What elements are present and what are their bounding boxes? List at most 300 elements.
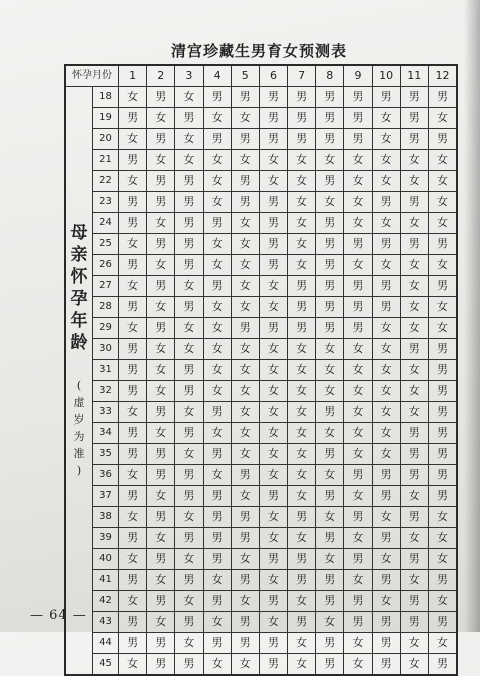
age-cell: 24 <box>93 213 119 233</box>
gender-cell: 女 <box>232 402 260 422</box>
gender-cell: 女 <box>344 213 372 233</box>
gender-cell: 女 <box>232 444 260 464</box>
gender-cell: 女 <box>204 234 232 254</box>
gender-cell: 男 <box>147 465 175 485</box>
gender-cell: 女 <box>119 402 147 422</box>
table-row <box>93 129 456 150</box>
gender-cell: 男 <box>316 297 344 317</box>
gender-cell: 男 <box>204 402 232 422</box>
gender-cell: 男 <box>316 276 344 296</box>
gender-cell: 男 <box>436 405 448 418</box>
age-cell: 32 <box>93 381 119 401</box>
gender-cell: 女 <box>260 612 288 632</box>
gender-cell: 男 <box>401 444 429 464</box>
gender-cell: 女 <box>204 108 232 128</box>
gender-cell: 男 <box>232 129 260 149</box>
gender-cell: 男 <box>232 192 260 212</box>
gender-cell: 男 <box>401 423 429 443</box>
gender-cell: 女 <box>260 423 288 443</box>
gender-cell: 男 <box>436 573 448 586</box>
table-row <box>93 612 456 633</box>
gender-cell: 男 <box>204 507 232 527</box>
gender-cell: 女 <box>436 111 448 124</box>
gender-cell: 女 <box>204 171 232 191</box>
gender-cell: 女 <box>175 87 203 107</box>
table-row <box>93 213 456 234</box>
gender-cell: 女 <box>344 654 372 674</box>
gender-cell: 男 <box>119 255 147 275</box>
age-cell: 28 <box>93 297 119 317</box>
gender-cell: 女 <box>147 150 175 170</box>
table-row <box>93 150 456 171</box>
gender-cell: 女 <box>373 402 401 422</box>
gender-cell: 男 <box>232 507 260 527</box>
gender-cell: 女 <box>119 276 147 296</box>
gender-cell: 女 <box>119 129 147 149</box>
gender-cell: 男 <box>119 108 147 128</box>
gender-cell: 女 <box>316 360 344 380</box>
gender-cell: 女 <box>119 507 147 527</box>
gender-cell: 男 <box>260 654 288 674</box>
table-row <box>93 381 456 402</box>
gender-cell: 女 <box>232 150 260 170</box>
gender-cell: 女 <box>401 381 429 401</box>
gender-cell: 男 <box>204 87 232 107</box>
gender-cell: 女 <box>436 195 448 208</box>
gender-cell: 女 <box>401 486 429 506</box>
table-row <box>93 171 456 192</box>
gender-cell: 女 <box>373 108 401 128</box>
gender-cell: 男 <box>373 528 401 548</box>
gender-cell: 男 <box>119 192 147 212</box>
gender-cell: 女 <box>288 213 316 233</box>
table-row <box>93 591 456 612</box>
table-header-row <box>66 66 456 87</box>
table-row <box>93 276 456 297</box>
header-month-11: 11 <box>401 66 429 86</box>
gender-cell: 男 <box>175 654 203 674</box>
gender-cell: 女 <box>232 213 260 233</box>
age-cell: 43 <box>93 612 119 632</box>
gender-cell: 男 <box>260 213 288 233</box>
gender-cell: 女 <box>260 444 288 464</box>
gender-cell: 女 <box>119 318 147 338</box>
header-month-10: 10 <box>373 66 401 86</box>
gender-cell: 女 <box>119 87 147 107</box>
gender-cell: 男 <box>373 465 401 485</box>
table-row <box>93 444 456 465</box>
gender-cell: 女 <box>204 297 232 317</box>
table-row <box>93 633 456 654</box>
gender-cell: 男 <box>344 87 372 107</box>
header-corner-label: 怀孕月份 <box>66 66 119 86</box>
table-row <box>93 318 456 339</box>
page-title: 清宫珍藏生男育女预测表 <box>170 42 347 60</box>
gender-cell: 女 <box>260 171 288 191</box>
gender-cell: 男 <box>316 255 344 275</box>
gender-cell: 男 <box>260 591 288 611</box>
gender-cell: 男 <box>316 318 344 338</box>
gender-cell: 男 <box>232 465 260 485</box>
gender-cell: 女 <box>147 339 175 359</box>
gender-cell: 男 <box>204 276 232 296</box>
gender-cell: 男 <box>316 654 344 674</box>
gender-cell: 女 <box>316 549 344 569</box>
gender-cell: 男 <box>119 339 147 359</box>
gender-cell: 男 <box>204 213 232 233</box>
gender-cell: 女 <box>436 510 448 523</box>
age-cell: 37 <box>93 486 119 506</box>
age-cell: 40 <box>93 549 119 569</box>
gender-cell: 男 <box>344 465 372 485</box>
gender-cell: 女 <box>344 150 372 170</box>
table-row <box>93 465 456 486</box>
gender-cell: 女 <box>232 591 260 611</box>
gender-cell: 男 <box>119 528 147 548</box>
gender-cell: 男 <box>119 381 147 401</box>
gender-cell: 女 <box>401 528 429 548</box>
gender-cell: 男 <box>119 612 147 632</box>
header-month-9: 9 <box>344 66 372 86</box>
gender-cell: 男 <box>147 402 175 422</box>
gender-cell: 男 <box>373 297 401 317</box>
gender-cell: 男 <box>401 507 429 527</box>
age-cell: 39 <box>93 528 119 548</box>
age-cell: 25 <box>93 234 119 254</box>
gender-cell: 女 <box>232 297 260 317</box>
gender-cell: 男 <box>288 549 316 569</box>
gender-cell: 女 <box>373 213 401 233</box>
gender-cell: 女 <box>260 381 288 401</box>
header-month-8: 8 <box>316 66 344 86</box>
gender-cell: 女 <box>401 654 429 674</box>
gender-cell: 男 <box>260 192 288 212</box>
gender-cell: 女 <box>260 402 288 422</box>
gender-cell: 女 <box>204 654 232 674</box>
gender-cell: 女 <box>204 318 232 338</box>
gender-cell: 女 <box>175 318 203 338</box>
gender-cell: 女 <box>401 255 429 275</box>
gender-cell: 男 <box>344 591 372 611</box>
table-row <box>93 423 456 444</box>
gender-cell: 女 <box>401 633 429 653</box>
gender-cell: 男 <box>316 570 344 590</box>
gender-cell: 男 <box>119 633 147 653</box>
gender-cell: 女 <box>344 423 372 443</box>
gender-cell: 女 <box>232 381 260 401</box>
gender-cell: 男 <box>436 237 448 250</box>
gender-cell: 男 <box>401 234 429 254</box>
age-cell: 29 <box>93 318 119 338</box>
gender-cell: 男 <box>288 570 316 590</box>
table-row <box>93 192 456 213</box>
gender-cell: 女 <box>232 108 260 128</box>
gender-cell: 男 <box>436 384 448 397</box>
gender-cell: 女 <box>373 591 401 611</box>
gender-cell: 女 <box>232 486 260 506</box>
gender-cell: 男 <box>175 381 203 401</box>
gender-cell: 女 <box>316 381 344 401</box>
gender-cell: 男 <box>119 486 147 506</box>
gender-cell: 男 <box>373 612 401 632</box>
gender-cell: 女 <box>175 507 203 527</box>
gender-cell: 男 <box>232 633 260 653</box>
gender-cell: 男 <box>316 633 344 653</box>
gender-cell: 女 <box>288 528 316 548</box>
table-row <box>93 360 456 381</box>
gender-cell: 男 <box>436 363 448 376</box>
gender-cell: 女 <box>344 486 372 506</box>
gender-cell: 女 <box>288 423 316 443</box>
gender-cell: 男 <box>232 171 260 191</box>
gender-cell: 女 <box>147 423 175 443</box>
gender-cell: 男 <box>232 87 260 107</box>
gender-cell: 女 <box>119 465 147 485</box>
gender-cell: 女 <box>260 528 288 548</box>
gender-cell: 男 <box>260 255 288 275</box>
gender-cell: 女 <box>119 234 147 254</box>
gender-cell: 男 <box>175 171 203 191</box>
age-cell: 38 <box>93 507 119 527</box>
gender-cell: 男 <box>204 129 232 149</box>
gender-cell: 女 <box>401 318 429 338</box>
gender-cell: 女 <box>344 633 372 653</box>
gender-cell: 男 <box>373 570 401 590</box>
gender-cell: 女 <box>288 339 316 359</box>
gender-cell: 男 <box>232 528 260 548</box>
gender-cell: 男 <box>316 486 344 506</box>
gender-cell: 男 <box>260 108 288 128</box>
gender-cell: 男 <box>344 108 372 128</box>
gender-cell: 女 <box>147 528 175 548</box>
gender-cell: 男 <box>175 486 203 506</box>
gender-cell: 女 <box>147 612 175 632</box>
gender-cell: 男 <box>232 318 260 338</box>
gender-cell: 女 <box>204 360 232 380</box>
gender-cell: 男 <box>147 549 175 569</box>
gender-cell: 男 <box>316 444 344 464</box>
gender-cell: 女 <box>119 549 147 569</box>
gender-cell: 男 <box>175 360 203 380</box>
gender-cell: 女 <box>288 444 316 464</box>
gender-cell: 男 <box>316 528 344 548</box>
gender-cell: 女 <box>373 444 401 464</box>
table-row <box>93 234 456 255</box>
gender-cell: 男 <box>373 486 401 506</box>
gender-cell: 男 <box>175 192 203 212</box>
age-cell: 41 <box>93 570 119 590</box>
header-month-4: 4 <box>204 66 232 86</box>
gender-cell: 女 <box>373 381 401 401</box>
table-row <box>93 486 456 507</box>
gender-cell: 女 <box>260 276 288 296</box>
gender-cell: 男 <box>436 279 448 292</box>
gender-cell: 女 <box>373 318 401 338</box>
gender-cell: 男 <box>175 255 203 275</box>
gender-cell: 女 <box>436 216 448 229</box>
gender-cell: 女 <box>147 360 175 380</box>
gender-cell: 男 <box>260 549 288 569</box>
gender-cell: 男 <box>373 633 401 653</box>
gender-cell: 男 <box>147 591 175 611</box>
gender-cell: 女 <box>288 486 316 506</box>
gender-cell: 男 <box>175 612 203 632</box>
gender-cell: 男 <box>119 213 147 233</box>
header-month-3: 3 <box>175 66 203 86</box>
gender-cell: 男 <box>373 87 401 107</box>
gender-cell: 女 <box>436 174 448 187</box>
gender-cell: 男 <box>436 90 448 103</box>
gender-cell: 女 <box>147 381 175 401</box>
prediction-table <box>64 64 458 676</box>
gender-cell: 男 <box>344 507 372 527</box>
age-cell: 19 <box>93 108 119 128</box>
header-month-6: 6 <box>260 66 288 86</box>
table-row <box>93 549 456 570</box>
gender-cell: 男 <box>260 234 288 254</box>
gender-cell: 男 <box>436 342 448 355</box>
table-row <box>93 297 456 318</box>
gender-cell: 女 <box>436 258 448 271</box>
gender-cell: 女 <box>373 423 401 443</box>
table-row <box>93 570 456 591</box>
gender-cell: 男 <box>175 570 203 590</box>
gender-cell: 男 <box>316 108 344 128</box>
gender-cell: 女 <box>288 465 316 485</box>
gender-cell: 女 <box>288 360 316 380</box>
gender-cell: 男 <box>288 108 316 128</box>
gender-cell: 女 <box>260 360 288 380</box>
gender-cell: 女 <box>373 171 401 191</box>
gender-cell: 女 <box>288 192 316 212</box>
gender-cell: 女 <box>373 150 401 170</box>
gender-cell: 男 <box>373 276 401 296</box>
gender-cell: 女 <box>316 150 344 170</box>
gender-cell: 女 <box>288 591 316 611</box>
gender-cell: 女 <box>204 381 232 401</box>
gender-cell: 女 <box>436 636 448 649</box>
gender-cell: 男 <box>147 444 175 464</box>
gender-cell: 女 <box>288 633 316 653</box>
gender-cell: 女 <box>288 150 316 170</box>
age-cell: 35 <box>93 444 119 464</box>
gender-cell: 女 <box>344 171 372 191</box>
gender-cell: 男 <box>436 468 448 481</box>
gender-cell: 女 <box>316 339 344 359</box>
gender-cell: 女 <box>232 549 260 569</box>
gender-cell: 女 <box>316 423 344 443</box>
gender-cell: 男 <box>232 570 260 590</box>
gender-cell: 男 <box>401 612 429 632</box>
gender-cell: 女 <box>373 255 401 275</box>
table-row <box>93 507 456 528</box>
gender-cell: 男 <box>175 423 203 443</box>
gender-cell: 女 <box>204 423 232 443</box>
gender-cell: 女 <box>373 129 401 149</box>
gender-cell: 男 <box>260 486 288 506</box>
gender-cell: 男 <box>288 276 316 296</box>
gender-cell: 女 <box>260 507 288 527</box>
age-cell: 27 <box>93 276 119 296</box>
gender-cell: 女 <box>316 465 344 485</box>
gender-cell: 男 <box>260 633 288 653</box>
gender-cell: 男 <box>175 297 203 317</box>
gender-cell: 男 <box>436 615 448 628</box>
gender-cell: 男 <box>147 129 175 149</box>
gender-cell: 女 <box>119 654 147 674</box>
gender-cell: 女 <box>204 570 232 590</box>
gender-cell: 男 <box>344 318 372 338</box>
gender-cell: 男 <box>373 192 401 212</box>
gender-cell: 男 <box>147 276 175 296</box>
gender-cell: 男 <box>119 444 147 464</box>
gender-cell: 女 <box>344 360 372 380</box>
gender-cell: 男 <box>401 549 429 569</box>
gender-cell: 女 <box>288 654 316 674</box>
gender-cell: 男 <box>316 87 344 107</box>
gender-cell: 女 <box>401 150 429 170</box>
age-cell: 45 <box>93 654 119 674</box>
gender-cell: 男 <box>344 129 372 149</box>
gender-cell: 男 <box>401 465 429 485</box>
gender-cell: 男 <box>344 234 372 254</box>
gender-cell: 男 <box>316 402 344 422</box>
gender-cell: 女 <box>373 507 401 527</box>
gender-cell: 男 <box>401 192 429 212</box>
table-row <box>93 339 456 360</box>
header-month-12: 12 <box>435 69 450 82</box>
gender-cell: 男 <box>175 528 203 548</box>
gender-cell: 男 <box>147 507 175 527</box>
gender-cell: 男 <box>119 570 147 590</box>
age-cell: 34 <box>93 423 119 443</box>
gender-cell: 女 <box>147 297 175 317</box>
gender-cell: 男 <box>288 129 316 149</box>
gender-cell: 男 <box>119 150 147 170</box>
age-cell: 31 <box>93 360 119 380</box>
gender-cell: 男 <box>147 192 175 212</box>
gender-cell: 女 <box>401 402 429 422</box>
gender-cell: 女 <box>119 171 147 191</box>
side-label-column <box>66 87 93 674</box>
gender-cell: 女 <box>147 486 175 506</box>
gender-cell: 男 <box>288 612 316 632</box>
gender-cell: 男 <box>344 297 372 317</box>
age-cell: 26 <box>93 255 119 275</box>
gender-cell: 男 <box>175 465 203 485</box>
gender-cell: 女 <box>232 360 260 380</box>
gender-cell: 男 <box>436 489 448 502</box>
header-month-5: 5 <box>232 66 260 86</box>
table-rows <box>93 87 456 674</box>
gender-cell: 女 <box>232 276 260 296</box>
gender-cell: 女 <box>232 654 260 674</box>
gender-cell: 男 <box>344 276 372 296</box>
gender-cell: 女 <box>401 570 429 590</box>
gender-cell: 女 <box>288 255 316 275</box>
gender-cell: 女 <box>147 255 175 275</box>
gender-cell: 女 <box>204 255 232 275</box>
gender-cell: 女 <box>373 339 401 359</box>
gender-cell: 女 <box>316 192 344 212</box>
gender-cell: 男 <box>175 213 203 233</box>
gender-cell: 男 <box>401 108 429 128</box>
gender-cell: 女 <box>401 213 429 233</box>
side-label-sub: ( 虚 岁 为 准 ) <box>73 379 85 477</box>
gender-cell: 女 <box>232 339 260 359</box>
gender-cell: 女 <box>401 297 429 317</box>
gender-cell: 女 <box>436 300 448 313</box>
